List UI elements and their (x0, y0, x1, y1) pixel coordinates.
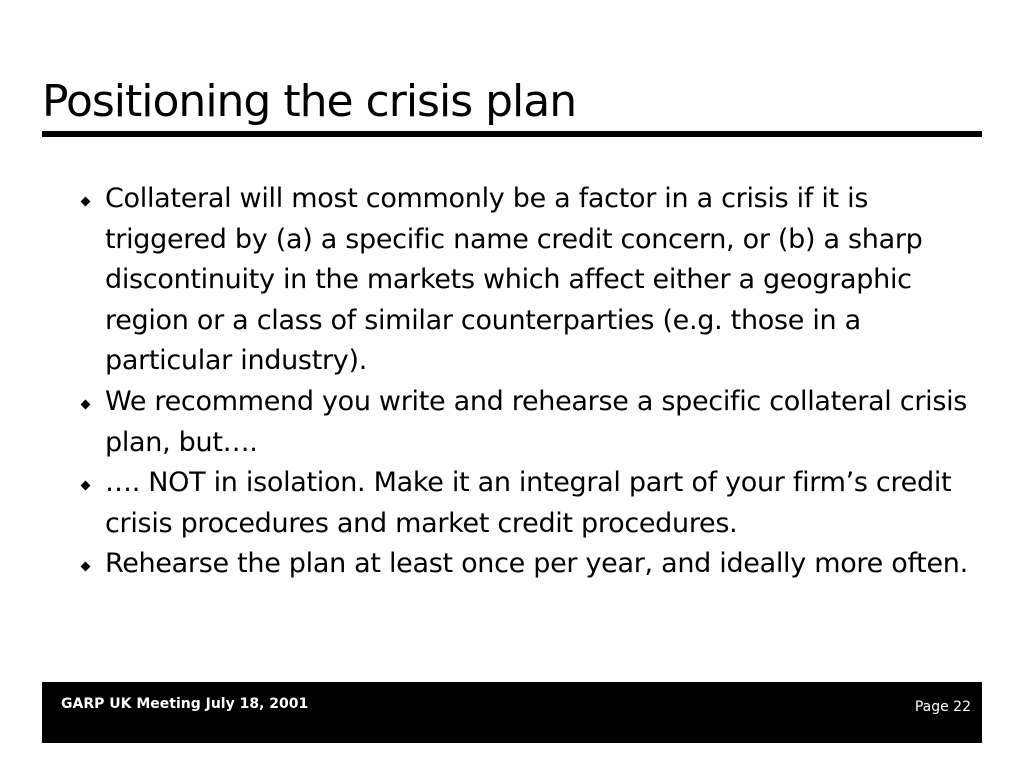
bullet-text: Rehearse the plan at least once per year, and ideally more often. (105, 548, 968, 580)
bullet-text: …. NOT in isolation. Make it an integral part of your firm’s credit crisis procedures and market credit procedures. (105, 467, 952, 539)
slide-title: Positioning the crisis plan (42, 76, 577, 127)
bullet-list (78, 179, 988, 585)
diamond-icon (81, 400, 91, 410)
bullet-item (78, 179, 988, 382)
footer-bar (42, 682, 982, 743)
bullet-item (78, 544, 988, 585)
bullet-text: Collateral will most commonly be a factor in a crisis if it is triggered by (a) a specific name credit concern, or (b) a sharp discontinuity in the markets which affect either a geographic region or a class of similar counterparties (e.g. those in a particular industry). (105, 183, 923, 377)
diamond-icon (81, 481, 91, 491)
bullet-text: We recommend you write and rehearse a specific collateral crisis plan, but…. (105, 385, 968, 458)
title-underline (42, 131, 982, 137)
page-number: Page 22 (914, 699, 971, 715)
diamond-icon (81, 197, 91, 207)
footer-meeting-label: GARP UK Meeting July 18, 2001 (61, 696, 309, 712)
bullet-item (78, 382, 988, 463)
diamond-icon (81, 562, 91, 572)
bullet-item (78, 463, 988, 544)
